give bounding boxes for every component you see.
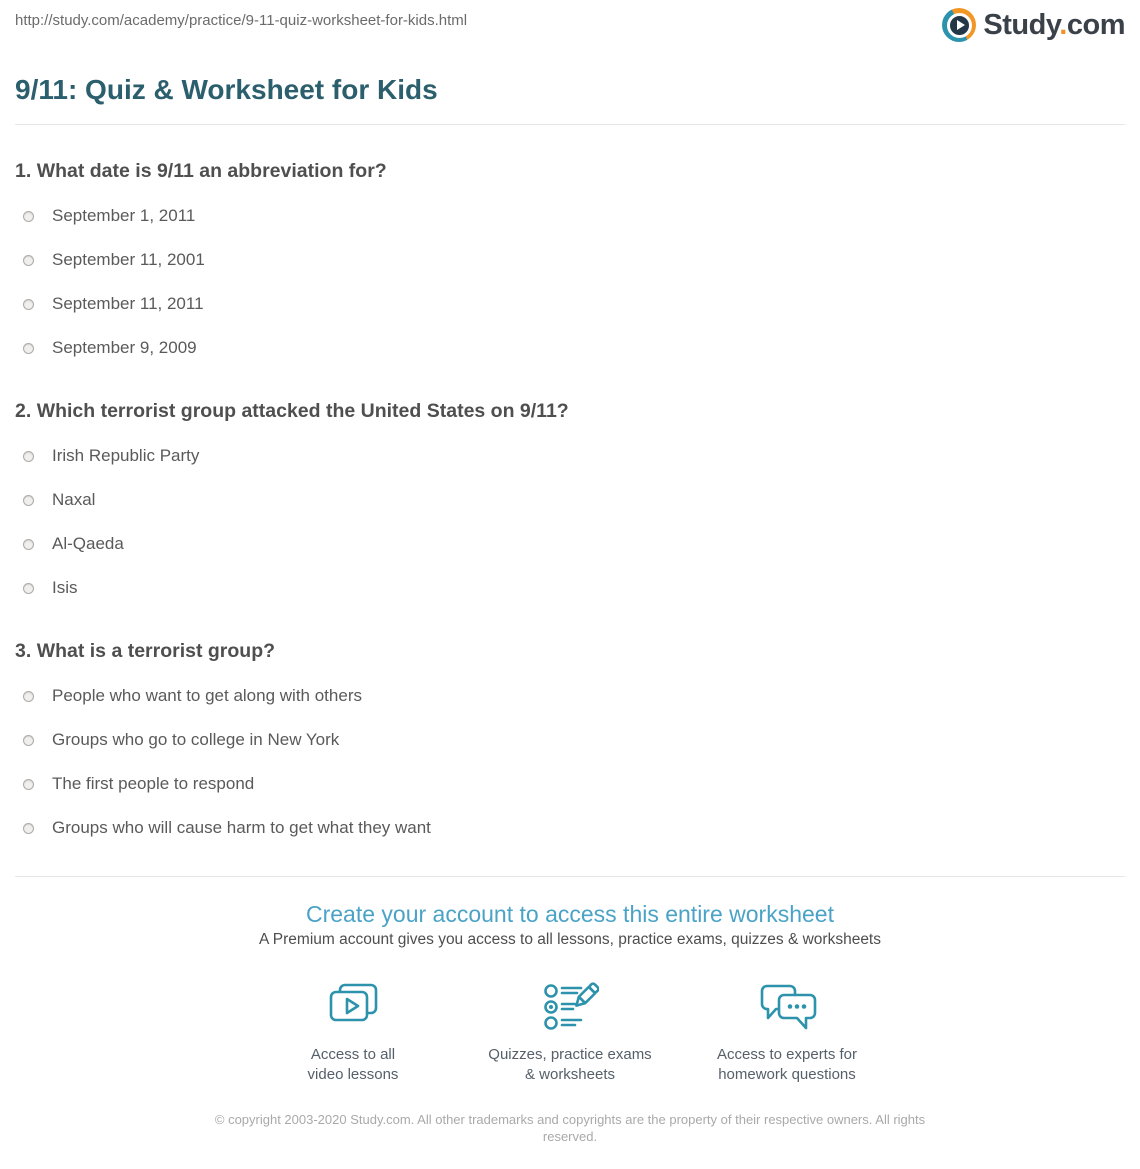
radio-button[interactable] — [23, 735, 34, 746]
option-label[interactable]: September 1, 2011 — [52, 206, 196, 225]
question-3 — [15, 638, 1125, 850]
video-lessons-icon — [325, 981, 381, 1039]
option-label[interactable]: Groups who will cause harm to get what they want — [52, 818, 431, 837]
radio-button[interactable] — [23, 539, 34, 550]
option-label[interactable]: The first people to respond — [52, 774, 255, 793]
studycom-logo[interactable] — [942, 8, 1125, 42]
signup-subheading: A Premium account gives you access to all lessons, practice exams, quizzes & worksheets — [259, 931, 881, 948]
radio-button[interactable] — [23, 495, 34, 506]
feature-label: Quizzes, practice exams & worksheets — [488, 1046, 652, 1083]
option-q2-b[interactable] — [15, 478, 1125, 522]
option-q3-c[interactable] — [15, 762, 1125, 806]
option-q1-b[interactable] — [15, 238, 1125, 282]
radio-button[interactable] — [23, 583, 34, 594]
title-divider — [15, 124, 1125, 125]
question-2-heading: 2. Which terrorist group attacked the United States on 9/11? — [15, 400, 569, 422]
signup-heading[interactable]: Create your account to access this entire worksheet — [306, 901, 834, 927]
signup-promo — [15, 899, 1125, 1085]
question-3-heading: 3. What is a terrorist group? — [15, 640, 276, 662]
question-1-heading: 1. What date is 9/11 an abbreviation for? — [15, 160, 387, 182]
radio-button[interactable] — [23, 343, 34, 354]
page-header — [15, 0, 1125, 46]
radio-button[interactable] — [23, 691, 34, 702]
radio-button[interactable] — [23, 299, 34, 310]
chat-experts-icon — [756, 981, 818, 1039]
feature-list — [15, 981, 1125, 1085]
feature-quizzes-worksheets — [470, 981, 671, 1085]
question-2-options — [15, 434, 1125, 610]
radio-button[interactable] — [23, 451, 34, 462]
feature-expert-chat — [687, 981, 888, 1085]
studycom-play-icon — [942, 8, 976, 42]
option-label[interactable]: September 11, 2001 — [52, 250, 205, 269]
option-label[interactable]: Irish Republic Party — [52, 446, 200, 465]
option-q1-c[interactable] — [15, 282, 1125, 326]
option-label[interactable]: Isis — [52, 578, 78, 597]
question-1 — [15, 158, 1125, 370]
option-q2-a[interactable] — [15, 434, 1125, 478]
feature-label: Access to all video lessons — [307, 1046, 399, 1083]
option-q2-c[interactable] — [15, 522, 1125, 566]
radio-button[interactable] — [23, 211, 34, 222]
radio-button[interactable] — [23, 255, 34, 266]
quizzes-worksheets-icon — [541, 981, 599, 1039]
copyright-notice: © copyright 2003-2020 Study.com. All other trademarks and copyrights are the property of their respective owners. All rights reserved. — [214, 1112, 926, 1144]
option-q2-d[interactable] — [15, 566, 1125, 610]
question-1-options — [15, 194, 1125, 370]
section-divider — [15, 876, 1125, 877]
option-q3-a[interactable] — [15, 674, 1125, 718]
page-url: http://study.com/academy/practice/9-11-quiz-worksheet-for-kids.html — [15, 12, 468, 29]
option-label[interactable]: Al-Qaeda — [52, 534, 124, 553]
feature-label: Access to experts for homework questions — [716, 1046, 858, 1083]
option-label[interactable]: September 9, 2009 — [52, 338, 197, 357]
option-label[interactable]: People who want to get along with others — [52, 686, 362, 705]
radio-button[interactable] — [23, 779, 34, 790]
studycom-logo-text: Study.com — [983, 8, 1125, 41]
option-label[interactable]: September 11, 2011 — [52, 294, 204, 313]
feature-video-lessons — [253, 981, 454, 1085]
option-q3-d[interactable] — [15, 806, 1125, 850]
option-q1-d[interactable] — [15, 326, 1125, 370]
radio-button[interactable] — [23, 823, 34, 834]
option-q3-b[interactable] — [15, 718, 1125, 762]
option-q1-a[interactable] — [15, 194, 1125, 238]
page-title: 9/11: Quiz & Worksheet for Kids — [15, 74, 438, 105]
question-3-options — [15, 674, 1125, 850]
option-label[interactable]: Naxal — [52, 490, 96, 509]
question-2 — [15, 398, 1125, 610]
option-label[interactable]: Groups who go to college in New York — [52, 730, 340, 749]
